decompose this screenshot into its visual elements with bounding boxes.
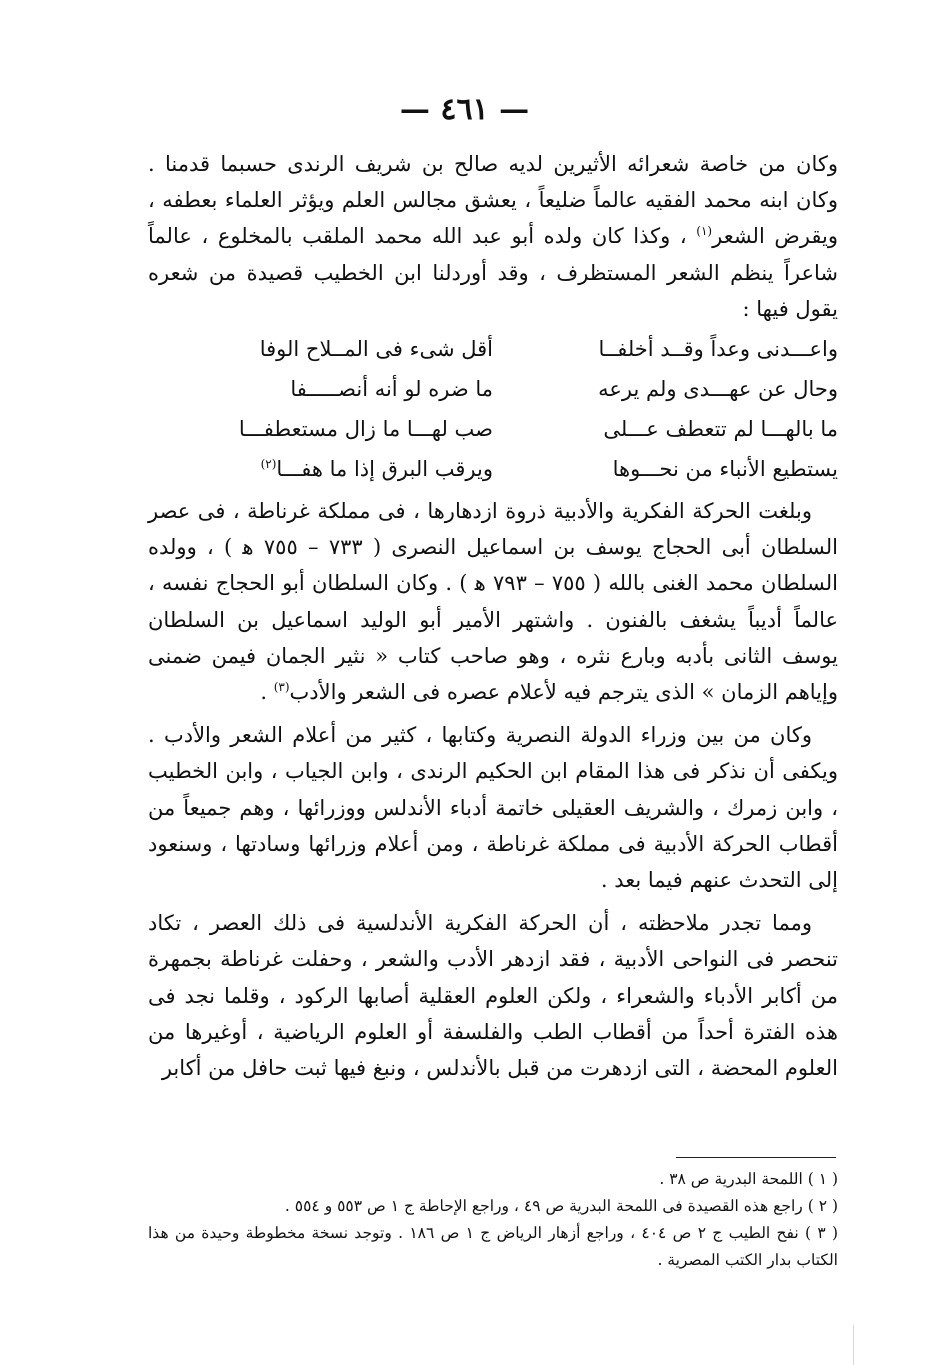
footnote-3: ( ٣ ) نفح الطيب ج ٢ ص ٤٠٤ ، وراجع أزهار الرياض ج ١ ص ١٨٦ . وتوجد نسخة مخطوطة وحيدة من هذا الكتاب بدار الكتب المصرية .: [148, 1224, 838, 1269]
paragraph-intro: [148, 146, 838, 327]
verse-left-hemistich: [148, 451, 493, 487]
footnote-1: ( ١ ) اللمحة البدرية ص ٣٨ .: [659, 1170, 838, 1188]
paragraph-3: وكان من بين وزراء الدولة النصرية وكتابها ، كثير من أعلام الشعر والأدب . ويكفى أن نذكر فى هذا المقام ابن الحكيم الرندى ، وابن الجياب ، وابن الخطيب ، وابن زمرك ، والشريف العقيلى خاتمة أدباء الأندلس ووزرائها ، وهم جميعاً من أقطاب الحركة الأدبية فى مملكة غرناطة ، ومن أعلام وزرائها وسادتها ، وسنعود إلى التحدث عنهم فيما بعد .: [148, 723, 838, 893]
main-text: [148, 146, 838, 1086]
verse-right-hemistich: ما بالهـــا لم تتعطف عـــلى: [603, 416, 838, 441]
paragraph-2: وبلغت الحركة الفكرية والأدبية ذروة ازدهارها ، فى مملكة غرناطة ، فى عصر السلطان أبى الحجاج يوسف بن اسماعيل النصرى ( ٧٣٣ – ٧٥٥ ﻫ ) ، وولده السلطان محمد الغنى بالله ( ٧٥٥ – ٧٩٣ ﻫ ) . وكان السلطان أبو الحجاج نفسه ، عالماً أديباً يشغف بالفنون . واشتهر الأمير أبو الوليد اسماعيل بن السلطان يوسف الثانى بأدبه وبارع نثره ، وهو صاحب كتاب « نثير الجمان فيمن ضمنى وإياهم الزمان » الذى يترجم فيه لأعلام عصره فى الشعر والأدب$^{(٣)}$ .: [148, 499, 839, 705]
scan-margin-mark: [853, 1325, 854, 1365]
poem-verse: [148, 409, 838, 449]
verse-right-hemistich: يستطيع الأنباء من نحـــوها: [612, 456, 838, 481]
poem-verse: [148, 369, 838, 409]
verse-left-hemistich: ما ضره لو أنه أنصـــــفا: [290, 376, 493, 401]
poem-verse: [148, 329, 838, 369]
footnote-separator: [676, 1157, 836, 1158]
footnote-ref-3: (٣): [273, 680, 290, 695]
footnote-ref-2: (٢): [260, 456, 277, 471]
verse-left-text: ويرقب البرق إذا ما هفـــا: [276, 456, 493, 481]
verse-right-hemistich: واعـــدنى وعداً وقــد أخلفــا: [598, 336, 838, 361]
intro-text-a: وكان من خاصة شعرائه الأثيرين لديه صالح بن شريف الرندى حسبما قدمنا . وكان ابنه محمد الفقيه عالماً ضليعاً ، يعشق مجالس العلم ويؤثر العلماء بعطفه ، ويقرض الشعر: [148, 152, 838, 249]
poem-verse: [148, 449, 838, 489]
intro-text-b: ، وكذا كان ولده أبو عبد الله محمد الملقب بالمخلوع ، عالماً شاعراً ينظم الشعر المستظرف ، وقد أوردلنا ابن الخطيب قصيدة من شعره يقول فيها :: [148, 224, 838, 321]
footnote-2: ( ٢ ) راجع هذه القصيدة فى اللمحة البدرية ص ٤٩ ، وراجع الإحاطة ج ١ ص ٥٥٣ و ٥٥٤ .: [284, 1197, 838, 1215]
footnotes: [148, 1166, 838, 1274]
verse-left-hemistich: أقل شىء فى المــلاح الوفا: [259, 336, 493, 361]
verse-right-hemistich: وحال عن عهـــدى ولم يرعه: [598, 376, 838, 401]
paragraph-4: ومما تجدر ملاحظته ، أن الحركة الفكرية الأندلسية فى ذلك العصر ، تكاد تنحصر فى النواحى الأدبية ، فقد ازدهر الأدب والشعر ، وحفلت غرناطة بجمهرة من أكابر الأدباء والشعراء ، ولكن العلوم العقلية أصابها الركود ، وقلما نجد فى هذه الفترة أحداً من أقطاب الطب والفلسفة أو العلوم الرياضية ، أوغيرها من العلوم المحضة ، التى ازدهرت من قبل بالأندلس ، ونبغ فيها ثبت حافل من أكابر: [148, 911, 838, 1081]
paragraph-2-text: وبلغت الحركة الفكرية والأدبية ذروة ازدهارها ، فى مملكة غرناطة ، فى عصر السلطان أبى الحجاج يوسف بن اسماعيل النصرى ( ٧٣٣ – ٧٥٥ ﻫ ) ، وولده السلطان محمد الغنى بالله ( ٧٥٥ – ٧٩٣ ﻫ ) . وكان السلطان أبو الحجاج نفسه ، عالماً أديباً يشغف بالفنون . واشتهر الأمير أبو الوليد اسماعيل بن السلطان يوسف الثانى بأدبه وبارع نثره ، وهو صاحب كتاب « نثير الجمان فيمن ضمنى وإياهم الزمان » الذى يترجم فيه لأعلام عصره فى الشعر والأدب: [148, 499, 839, 705]
footnote-ref-1: (١): [696, 224, 713, 239]
page-number: — ٤٦١ —: [399, 92, 530, 127]
verse-left-hemistich: صب لهـــا ما زال مستعطفـــا: [238, 416, 493, 441]
poem: [148, 329, 838, 489]
